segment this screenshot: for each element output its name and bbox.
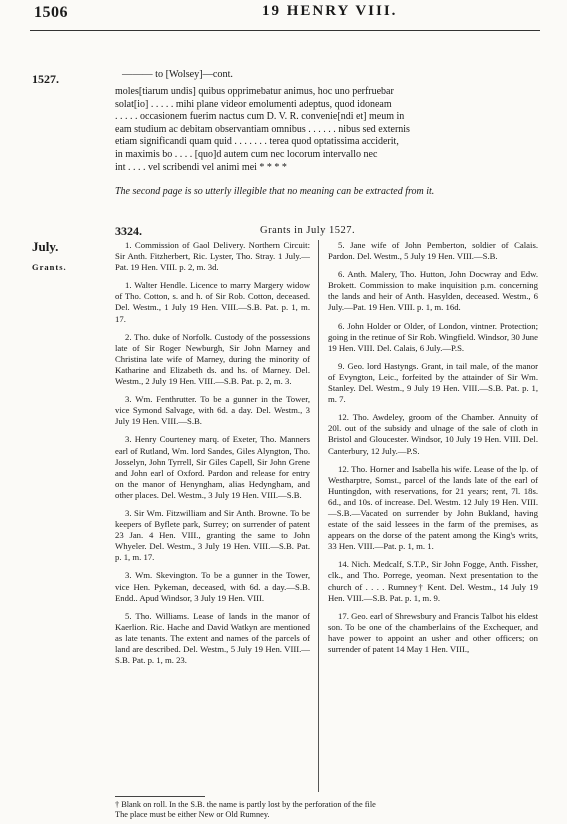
header-rule <box>30 30 540 31</box>
grant-entry: 14. Nich. Medcalf, S.T.P., Sir John Fogge, Anth. Fissher, clk., and Tho. Porrege, yeoman. Next presentation to the church of . . . . Rumney† Kent. Del. Westm., 14 July 19 Hen. VIII.—S.B. Pat. p. 1, m. 9. <box>328 559 538 603</box>
latin-line: eam studium ac debitam observantiam omnibus . . . . . . nibus sed externis <box>115 123 410 135</box>
column-divider <box>318 240 319 792</box>
grant-entry: 3. Wm. Skevington. To be a gunner in the Tower, vice Hen. Pykeman, deceased, with 6d. a day.—S.B. Endd.. Apud Windsor, 3 July 19 Hen. VIII. <box>115 570 310 603</box>
grant-entry: 3. Sir Wm. Fitzwilliam and Sir Anth. Browne. To be keepers of Byflete park, Surrey; on surrender of patent 23 Jan. 4 Hen. VIII., granting the same to John Whyeler. Del. Westm., 3 July 19 Hen. VIII.—S.B. Pat. p. 1, m. 17. <box>115 507 310 563</box>
latin-line: . . . . . occasionem fuerim nactus cum D. V. R. convenie[ndi et] meum in <box>115 111 405 123</box>
footnote <box>115 800 540 820</box>
left-column <box>115 240 310 673</box>
grant-entry: 5. Jane wife of John Pemberton, soldier of Calais. Pardon. Del. Westm., 5 July 19 Hen. VIII.—S.B. <box>328 240 538 262</box>
grant-entry: 12. Tho. Awdeley, groom of the Chamber. Annuity of 20l. out of the subsidy and ulnage of the sale of cloth in Bristol and Gloucester. Windsor, 10 July 19 Hen. VIII. Del. Canterbury, 12 July.—P.S. <box>328 412 538 456</box>
grant-entry: 2. Tho. duke of Norfolk. Custody of the possessions late of Sir Roger Newburgh, Sir John Marney and Christina late wife of Marney, during the minority of Katharine and Elizabeth ds. and hs. of Marney. Del. Westm., 2 July 19 Hen. VIII.—S.B. Pat. p. 2, m. 3. <box>115 331 310 387</box>
footnote-rule <box>115 796 205 797</box>
latin-line: int . . . . vel scribendi vel animi mei * * * * <box>115 161 287 173</box>
section-title: Grants in July 1527. <box>260 225 356 236</box>
grant-entry: 17. Geo. earl of Shrewsbury and Francis Talbot his eldest son. To be one of the chamberlains of the Exchequer, and have power to appoint an usher and other officers; on surrender of patent 14 May 1 Hen. VIII., <box>328 610 538 654</box>
editorial-note: The second page is so utterly illegible that no meaning can be extracted from it. <box>115 186 435 197</box>
footnote-line: The place must be either New or Old Rumney. <box>115 810 270 820</box>
grant-entry: 1. Commission of Gaol Delivery. Northern Circuit: Sir Anth. Fitzherbert, Ric. Lyster, Tho. Stray. 1 July.—Pat. 19 Hen. VIII. p. 2, m. 3d. <box>115 240 310 273</box>
grant-entry: 5. Tho. Williams. Lease of lands in the manor of Kaerlion. Ric. Hache and David Watkyn are mentioned as late tenants. The extent and names of the parcels of land are described. Del. Westm., 5 July 19 Hen. VIII.—S.B. Pat. p. 1, m. 23. <box>115 610 310 666</box>
margin-year: 1527. <box>32 72 59 86</box>
grant-entry: 3. Wm. Fenthrutter. To be a gunner in the Tower, vice Symond Salvage, with 6d. a day. Del. Westm., 3 July 19 Hen. VIII.—S.B. <box>115 394 310 427</box>
latin-text <box>115 86 540 174</box>
latin-line: solat[io] . . . . . mihi plane videor emolumenti adeptus, quod idoneam <box>115 98 392 110</box>
footnote-line: † Blank on roll. In the S.B. the name is partly lost by the perforation of the file <box>115 800 376 809</box>
grant-entry: 1. Walter Hendle. Licence to marry Margery widow of Tho. Cotton, s. and h. of Sir Rob. Cotton, deceased. Del. Westm., 1 July 19 Hen. VIII.—S.B. Pat. p. 1, m. 17. <box>115 280 310 324</box>
right-column <box>328 240 538 662</box>
latin-line: moles[tiarum undis] quibus opprimebatur animus, hoc uno perfruebar <box>115 86 394 97</box>
continuation-heading: ——— to [Wolsey]—cont. <box>122 69 233 80</box>
page-number: 1506 <box>34 4 68 21</box>
running-title: 19 HENRY VIII. <box>262 3 398 19</box>
section-number: 3324. <box>115 224 142 238</box>
margin-month: July. <box>32 239 59 254</box>
grant-entry: 6. Anth. Malery, Tho. Hutton, John Docwray and Edw. Brokett. Commission to make inquisition p.m. concerning the lands and heir of Anth. Hasylden, deceased. Westm., 6 July.—Pat. 19 Hen. VIII. p. 1, m. 16d. <box>328 269 538 313</box>
grant-entry: 9. Geo. lord Hastyngs. Grant, in tail male, of the manor of Evyngton, Leic., forfeited by the attainder of Sir Wm. Stanley. Del. Westm., 9 July 19 Hen. VIII.—S.B. Pat. p. 1, m. 7. <box>328 360 538 405</box>
latin-line: etiam significandi quam quid . . . . . . . terea quod optatissima acciderit, <box>115 136 399 148</box>
grant-entry: 3. Henry Courteney marq. of Exeter, Tho. Manners earl of Rutland, Wm. lord Sandes, Giles Alyngton, Tho. Josselyn, John Tyrrell, Sir Giles Capell, Sir John Grene and John earl of Oxford. Pardon and release for entry on the manor of Henyngham, alias Hedyngham, and other places. Del. Westm., 3 July 19 Hen. VIII.—S.B. <box>115 434 310 500</box>
grant-entry: 6. John Holder or Older, of London, vintner. Protection; going in the retinue of Sir Rob. Wingfield. Windsor, 30 June 19 Hen. VIII. Del. Calais, 6 July.—P.S. <box>328 320 538 353</box>
latin-line: in maximis bo . . . . [quo]d autem cum nec locorum intervallo nec <box>115 148 378 160</box>
grant-entry: 12. Tho. Horner and Isabella his wife. Lease of the lp. of Westharptre, Somst., parcel of the lands late of the earl of Huntingdon, with reservations, for 21 years; rent, 7l. 18s. 6d., and 10s. of increase. Del. Westm. 12 July 19 Hen. VIII.—S.B.—Vacated on surrender by John Bukland, having estate of the said lessees in the farm of the premises, as appears on the dorse of the patent among the King's writs, 33 Hen. VIII.—Pat. p. 1, m. 1. <box>328 463 538 552</box>
margin-grants-label: Grants. <box>32 262 67 272</box>
